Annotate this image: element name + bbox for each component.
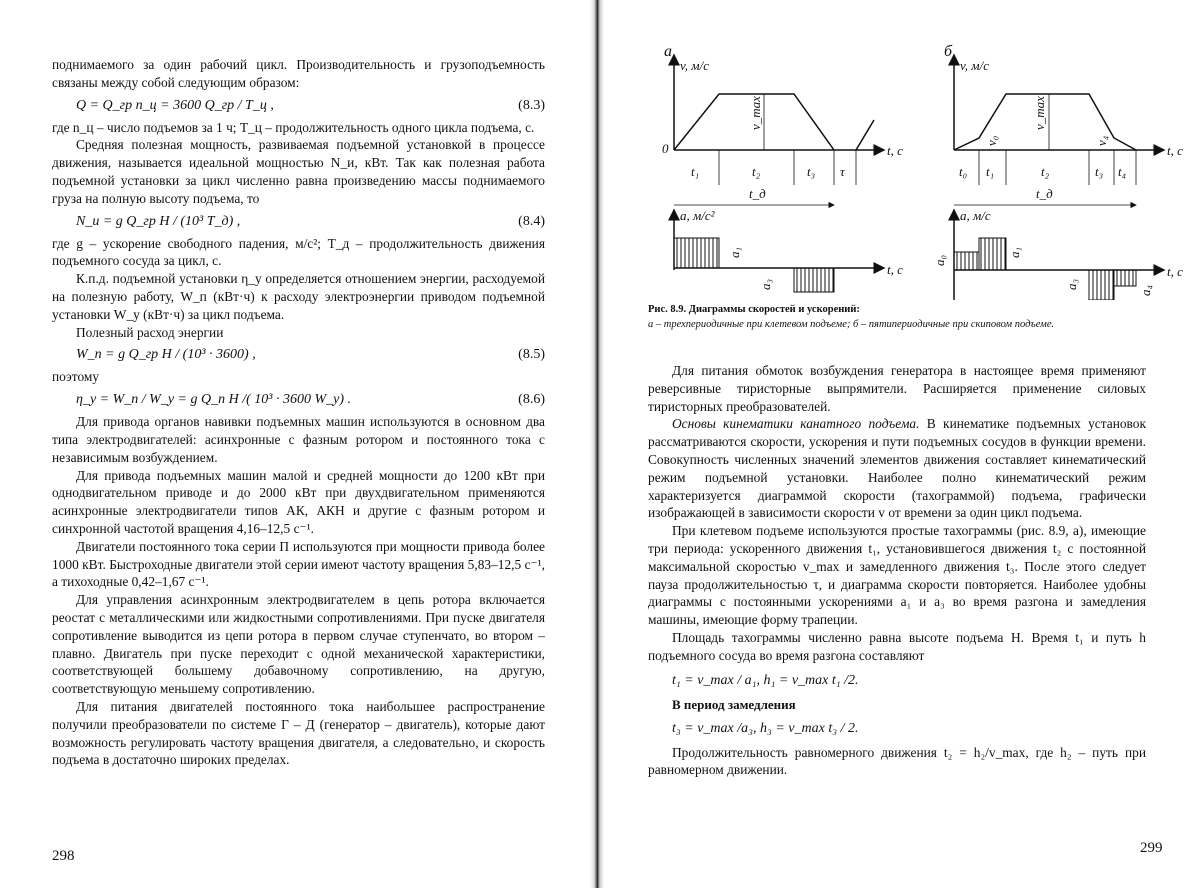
t3-label: t₃ [807,164,816,179]
accel-bar-a3-b [1089,270,1114,300]
paragraph: Для привода подъемных машин малой и средней мощности до 1200 кВт при однодвигательном приводе и до 2000 кВт при двухдвигательном применяются асинхронные электродвигатели типов АК, АКН и другие с фазным ротором и синхронной частотой вращения 4,16–12,5 с⁻¹. [52,467,545,536]
paragraph: поднимаемого за один рабочий цикл. Производительность и грузоподъемность связаны между собой следующим образом: [52,57,545,90]
book-gutter [590,0,604,888]
t-axis-label-b: t, с [1167,264,1183,279]
caption-body: а – трехпериодичные при клетевом подъеме; б – пятипериодичные при скиповом подъеме. [648,319,1055,330]
a1-label: a₁ [727,246,742,258]
v-axis-label: v, м/с [680,58,709,73]
paragraph: Для привода органов навивки подъемных машин используются в основном два типа электродвигателей: асинхронные с фазным ротором и постоянного тока с независимым возбуждением. [52,414,545,465]
t1-label: t₁ [691,164,700,179]
vmax-label-b: v_max [1032,96,1047,130]
v0-label: v₀ [984,135,999,146]
equation-text: Q = Q_гр n_ц = 3600 Q_гр / T_ц , [76,97,274,113]
paragraph: где n_ц – число подъемов за 1 ч; T_ц – продолжительность одного цикла подъема, с. [52,119,535,135]
t-axis-label-b: t, с [1167,143,1183,158]
t2-label-b: t₂ [1041,164,1050,179]
paragraph: При клетевом подъеме используются простые тахограммы (рис. 8.9, а), имеющие три периода: ускоренного движения t₁, установившегося движения t₂ с постоянной максимальной скоростью v_max и замедленного движения t₃. После этого следует пауза продолжительностью τ, и диаграмма скорости повторяется. Наиболее удобны диаграммы с постоянными ускорениями a₁ и a₃ во время разгона и замедления машины, имеющие форму трапеции. [648,523,1146,628]
equation-number: (8.4) [518,213,545,229]
tau-label: τ [840,164,845,179]
equation-number: (8.3) [518,97,545,113]
v4-label: v₄ [1094,135,1109,146]
paragraph: Продолжительность равномерного движения t₂ = h₂/v_max, где h₂ – путь при равномерном движении. [648,744,1146,778]
a3-label-b: a₃ [1064,278,1079,290]
accel-bar-a1-b [979,238,1006,270]
paragraph: Для питания двигателей постоянного тока наибольшее распространение получили преобразователи по системе Г – Д (генератор – двигатель), которые дают возможность регулировать частоту вращения двигателя, а следовательно, и скорость подъема в достаточно широких пределах. [52,698,545,768]
equation-text: η_у = W_п / W_у = g Q_п H /( 10³ · 3600 W_у) . [76,392,351,408]
paragraph-text: В кинематике подъемных установок рассматриваются скорости, ускорения и пути подъемных сосудов в функции времени. Совокупность численных значений элементов движения составляет кинематический режим подъемной установки. Наиболее полно кинематический режим характеризуется диаграммой скорости (тахограммой) подъема, графически изображающей в зависимости скорости v от времени за один цикл подъема. [648,416,1146,521]
zero-label: 0 [662,141,669,156]
t2-label: t₂ [752,164,761,179]
subheading: В период замедления [672,696,796,712]
t3-label-b: t₃ [1095,164,1104,179]
left-text-column [52,56,545,769]
a4-label: a₄ [1138,284,1153,296]
paragraph: Для питания обмоток возбуждения генератора в настоящее время применяют реверсивные тиристорные выпрямители. Расширяется применение силовых тиристорных преобразователей. [648,363,1146,414]
right-text-column [648,362,1146,779]
velocity-acceleration-diagram [644,0,1200,300]
paragraph: К.п.д. подъемной установки η_у определяется отношением энергии, расходуемой на полезную работу, W_п (кВт·ч) к расходу электроэнергии приводом подъемной установки W_у (кВт·ч) за цикл подъема. [52,271,545,322]
equation-8-6 [76,390,545,409]
equation-8-5 [76,345,545,364]
a-axis-label-b: a, м/с [960,208,991,223]
paragraph: где g – ускорение свободного падения, м/с²; T_д – продолжительность движения подъемного сосуда за цикл, с. [52,235,545,269]
figure-caption [648,302,1158,332]
next-cycle-a [856,120,874,150]
td-label: t_д [749,186,766,201]
t0-label: t₀ [959,164,968,179]
t-axis-label: t, с [887,262,903,277]
equation-text: W_п = g Q_гр H / (10³ · 3600) , [76,347,256,363]
t1-label-b: t₁ [986,164,995,179]
section-heading: Основы кинематики канатного подъема. [672,416,920,432]
paragraph: Полезный расход энергии [76,324,224,340]
a3-label: a₃ [758,278,773,290]
a-axis-label: a, м/с² [680,208,715,223]
left-page [0,0,592,888]
formula-deceleration: t₃ = v_max /a₃, h₃ = v_max t₃ / 2. [672,720,859,736]
equation-8-4 [76,212,545,231]
paragraph: Средняя полезная мощность, развиваемая подъемной установкой в процессе движения, называется идеальной мощностью N_и, кВт. Так как полезная работа подъемной установки за цикл численно равна произведению массы поднимаемого груза на полную высоту подъема, то [52,137,545,206]
equation-number: (8.6) [518,392,545,408]
accel-bar-a1 [674,238,719,268]
equation-8-3 [76,96,545,115]
accel-bar-a3 [794,268,834,292]
paragraph: Для управления асинхронным электродвигателем в цепь ротора включается реостат с металлическими или жидкостными сопротивлениями. При пуске двигателя сопротивление выводится из цепи ротора в первом случае ступенчато, во втором – плавно. Двигатель при пуске переходит с одной механической характеристики, соответствующей большему добавочному сопротивлению, на другую, соответствующую меньшему сопротивлению. [52,592,545,697]
paragraph: Двигатели постоянного тока серии П используются при мощности привода более 1000 кВт. Быстроходные двигатели этой серии имеют частоту вращения 5,83–12,5 с⁻¹, а тихоходные 0,42–1,67 с⁻¹. [52,538,545,590]
page-number: 299 [1140,840,1163,856]
t-axis-label: t, с [887,143,903,158]
accel-bar-a4 [1114,270,1136,286]
a0-label: a₀ [932,254,947,266]
paragraph: Площадь тахограммы численно равна высоте подъема H. Время t₁ и путь h подъемного сосуда во время разгона составляют [648,629,1146,663]
accel-bar-a0 [954,252,979,270]
panel-letter-a: а [664,43,672,60]
right-page [604,0,1200,888]
paragraph: поэтому [52,369,100,385]
panel-letter-b: б [944,43,953,60]
v-axis-label-b: v, м/с [960,58,989,73]
equation-text: N_и = g Q_гр H / (10³ T_д) , [76,213,241,229]
equation-number: (8.5) [518,347,545,363]
a1-label-b: a₁ [1007,246,1022,258]
paragraph [648,415,1146,522]
vmax-label: v_max [748,96,763,130]
caption-title: Рис. 8.9. Диаграммы скоростей и ускорений: [648,304,860,315]
td-label-b: t_д [1036,186,1053,201]
formula-acceleration: t₁ = v_max / a₁, h₁ = v_max t₁ /2. [672,672,859,688]
t4-label: t₄ [1118,164,1127,179]
page-number: 298 [52,848,75,864]
